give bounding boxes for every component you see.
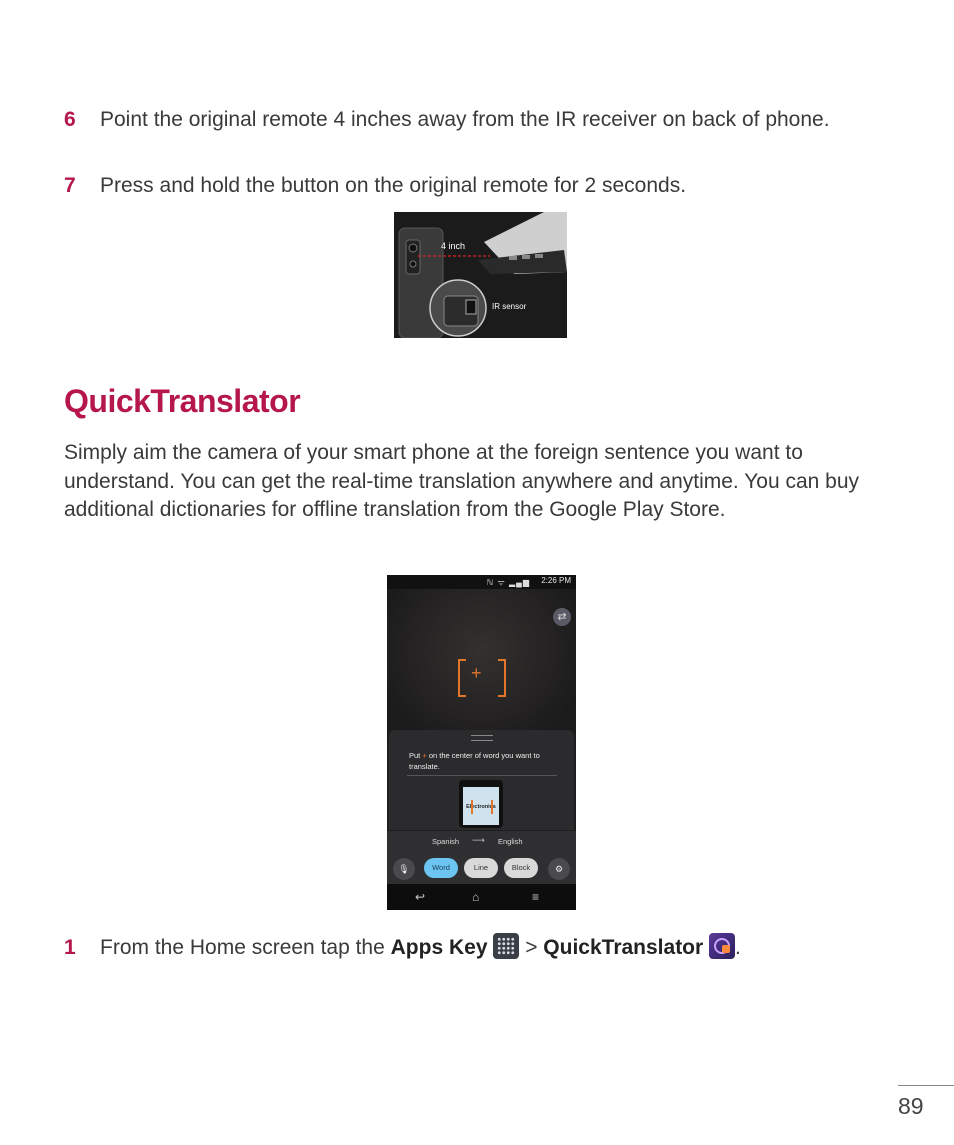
quicktranslator-label: QuickTranslator bbox=[543, 936, 704, 959]
sentence-end: . bbox=[735, 936, 741, 959]
camera-viewfinder[interactable] bbox=[387, 589, 576, 741]
hint-prefix: Put bbox=[409, 751, 421, 760]
step-number: 1 bbox=[64, 936, 76, 959]
intro-paragraph: Simply aim the camera of your smart phone at the foreign sentence you want to understand. You can get the real-time translation anywhere and anytime. You can buy additional dictionaries for offline translation from the Google Play Store. bbox=[64, 441, 860, 521]
section-title: QuickTranslator bbox=[64, 383, 301, 419]
crosshair-icon: + bbox=[471, 663, 482, 683]
mode-word-button[interactable]: Word bbox=[424, 858, 458, 878]
crosshair-inline-icon: + bbox=[422, 751, 427, 760]
focus-bracket-right bbox=[498, 659, 506, 697]
ir-remote-illustration bbox=[394, 212, 567, 338]
apps-grid-icon bbox=[493, 933, 519, 959]
swap-icon[interactable]: ⇄ bbox=[553, 608, 571, 626]
step-prefix: From the Home screen tap the bbox=[100, 936, 385, 959]
demo-screen bbox=[463, 787, 499, 825]
home-icon[interactable]: ⌂ bbox=[472, 890, 480, 904]
language-bar bbox=[387, 831, 576, 852]
drag-handle[interactable] bbox=[471, 735, 493, 741]
demo-focus-bracket bbox=[471, 800, 493, 814]
demo-phone-illustration bbox=[459, 780, 503, 828]
arrow-right-icon: ⟶ bbox=[472, 835, 485, 845]
footer-rule bbox=[898, 1085, 954, 1086]
hint-suffix: on the center of word you want to translate. bbox=[409, 751, 540, 771]
demo-word: Electronics bbox=[466, 804, 496, 810]
hint-text bbox=[409, 750, 559, 772]
distance-label: 4 inch bbox=[441, 241, 466, 251]
navigation-bar bbox=[387, 884, 576, 910]
gear-icon[interactable]: ⚙ bbox=[548, 858, 570, 880]
step-number: 6 bbox=[64, 108, 76, 131]
divider bbox=[407, 775, 557, 776]
focus-bracket-left bbox=[458, 659, 466, 697]
hint-panel bbox=[389, 730, 574, 830]
apps-key-label: Apps Key bbox=[390, 936, 488, 959]
mode-bar bbox=[387, 852, 576, 884]
mode-line-button[interactable]: Line bbox=[464, 858, 498, 878]
page-number: 89 bbox=[898, 1093, 924, 1119]
back-icon[interactable]: ↩ bbox=[415, 890, 426, 904]
target-language[interactable]: English bbox=[498, 837, 523, 846]
status-time: 2:26 PM bbox=[541, 576, 571, 585]
quicktranslator-app-icon bbox=[709, 933, 735, 959]
separator: > bbox=[525, 936, 538, 959]
step-text: Point the original remote 4 inches away from the IR receiver on back of phone. bbox=[100, 108, 830, 131]
ir-illustration-art bbox=[394, 212, 567, 338]
ir-sensor-label: IR sensor bbox=[492, 302, 527, 311]
quicktranslator-screenshot bbox=[387, 575, 576, 910]
menu-icon[interactable]: ≡ bbox=[532, 890, 540, 904]
step-text: Press and hold the button on the original remote for 2 seconds. bbox=[100, 174, 687, 197]
source-language[interactable]: Spanish bbox=[432, 837, 460, 846]
status-icons: ℕ ᯤ ▂▄▆ bbox=[486, 578, 530, 587]
mode-block-button[interactable]: Block bbox=[504, 858, 538, 878]
status-bar bbox=[387, 575, 576, 589]
microphone-icon[interactable]: 🎙 bbox=[393, 858, 415, 880]
step-number: 7 bbox=[64, 174, 76, 197]
step-text bbox=[100, 931, 741, 964]
